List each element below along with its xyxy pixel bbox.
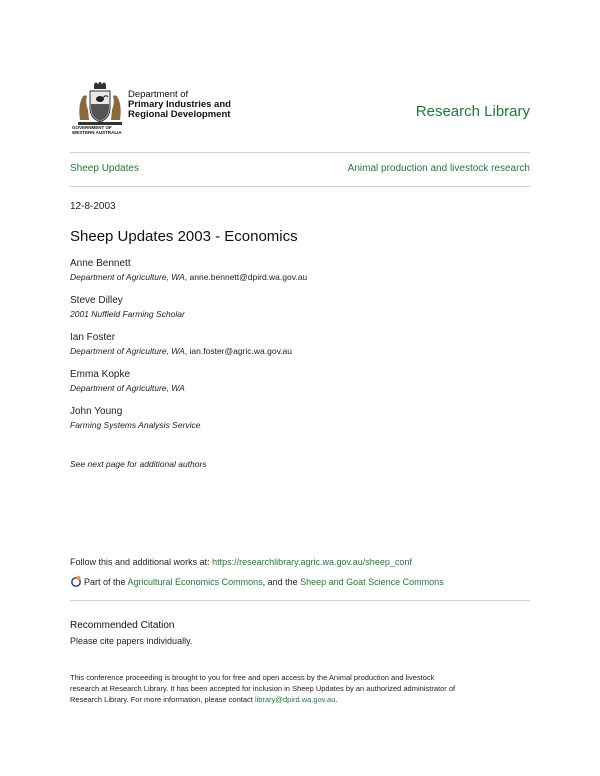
publication-date: 12-8-2003 [70,201,116,212]
author-entry [70,295,540,332]
sheep-updates-link[interactable]: Sheep Updates [70,163,139,174]
footer-line-2: research at Research Library. It has been accepted for inclusion in Sheep Updates by an authorized administrator of [70,684,456,693]
animal-production-link[interactable]: Animal production and livestock research [347,163,530,174]
author-name: Steve Dilley [70,295,123,306]
org-line-1: Department of [128,89,189,100]
library-email-link[interactable]: library@dpird.wa.gov.au [254,695,336,704]
research-library-title[interactable]: Research Library [415,103,530,120]
org-line-3: Regional Development [128,109,231,120]
author-name: Anne Bennett [70,258,131,269]
author-affiliation: Department of Agriculture, WA [70,383,185,393]
follow-prefix: Follow this and additional works at: [70,557,213,567]
footer-line-1: This conference proceeding is brought to you for free and open access by the Animal production and livestock [70,673,435,682]
author-name: John Young [70,406,123,417]
author-entry [70,369,540,406]
citation-rule [70,600,530,601]
org-name [128,90,231,120]
author-email[interactable]: , anne.bennett@dpird.wa.gov.au [184,272,308,282]
additional-authors-note: See next page for additional authors [70,459,207,469]
citation-heading: Recommended Citation [70,620,175,631]
part-of-line [70,575,444,589]
author-affiliation: Department of Agriculture, WA, ian.foster@agric.wa.gov.au [70,346,293,356]
sheep-goat-science-commons-link[interactable]: Sheep and Goat Science Commons [300,577,444,587]
org-line-2: Primary Industries and [128,99,231,110]
series-url-link[interactable]: https://researchlibrary.agric.wa.gov.au/sheep_conf [212,557,412,567]
author-affiliation: Farming Systems Analysis Service [70,420,201,430]
network-icon [70,575,82,589]
crest-caption-line2: WESTERN AUSTRALIA [72,130,122,135]
paper-title: Sheep Updates 2003 - Economics [70,228,298,245]
footer-line-3: Research Library. For more information, please contact library@dpird.wa.gov.au. [70,695,338,704]
author-entry [70,258,540,295]
agricultural-economics-commons-link[interactable]: Agricultural Economics Commons [127,577,263,587]
citation-text: Please cite papers individually. [70,636,193,646]
partof-middle: , and the [262,577,301,587]
header-rule-top [70,152,530,153]
footer-notice [70,672,540,705]
partof-prefix: Part of the [84,577,128,587]
crest-caption [72,125,122,135]
author-name: Ian Foster [70,332,116,343]
author-affiliation: Department of Agriculture, WA, anne.bennett@dpird.wa.gov.au [70,272,308,282]
follow-line [70,557,412,567]
author-entry [70,332,540,369]
author-list [70,258,540,443]
author-name: Emma Kopke [70,369,131,380]
author-entry [70,406,540,443]
header-rule-bottom [70,186,530,187]
author-email[interactable]: , ian.foster@agric.wa.gov.au [184,346,293,356]
author-affiliation: 2001 Nuffield Farming Scholar [70,309,185,319]
crest-caption-line1: GOVERNMENT OF [72,125,112,130]
